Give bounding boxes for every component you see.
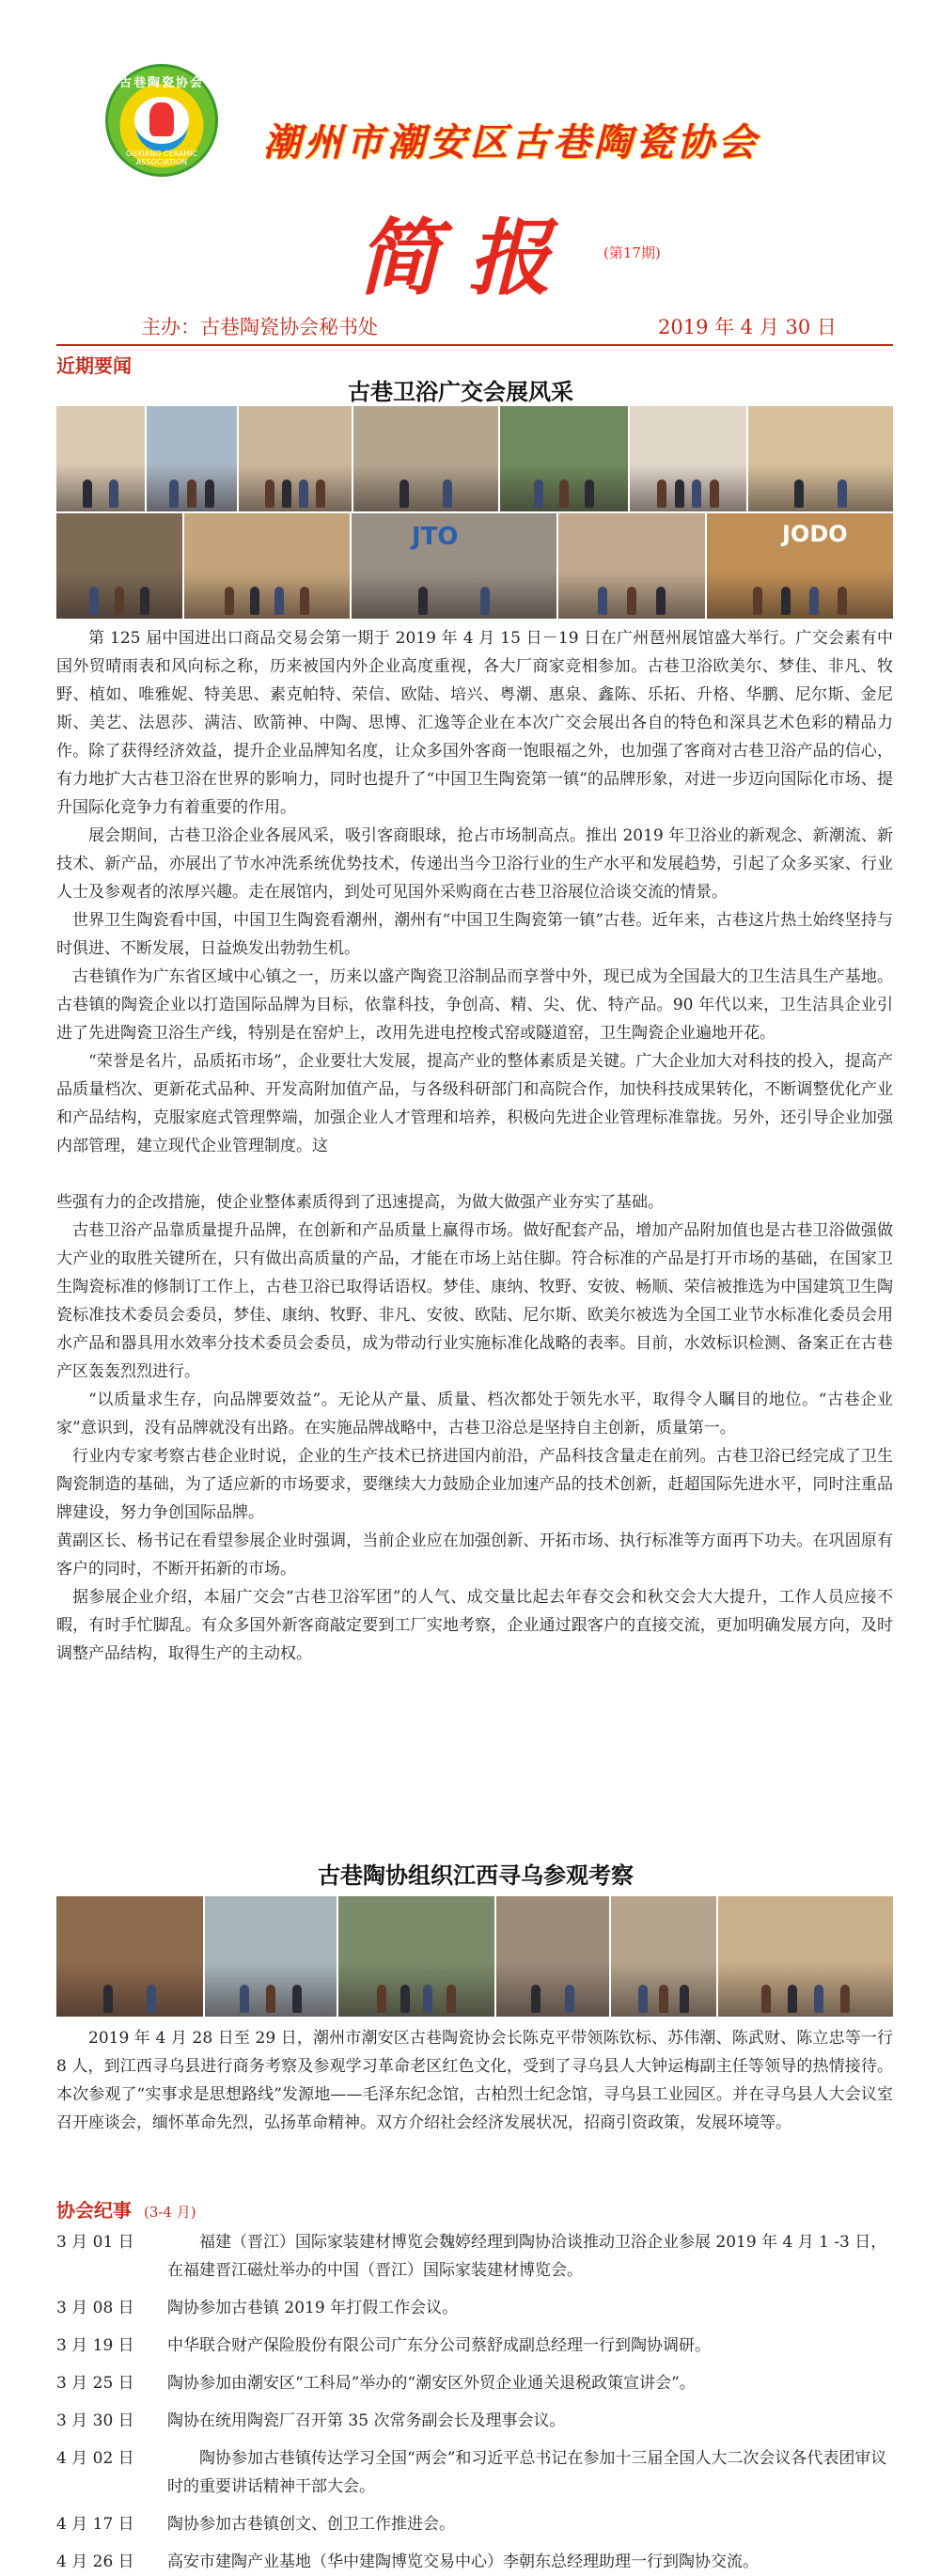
issue-date: 2019 年 4 月 30 日 (658, 316, 837, 338)
section-label-news: 近期要闻 (56, 354, 132, 377)
person-figure (140, 587, 149, 615)
issue-number: (第17期) (603, 244, 661, 261)
person-figure (761, 1985, 771, 2013)
paragraph: 黄副区长、杨书记在看望参展企业时强调，当前企业应在加强创新、开拓市场、执行标准等方面再下功夫。在巩固原有客户的同时，不断开拓新的市场。 (56, 1531, 893, 1579)
person-figure (659, 1985, 668, 2013)
event-desc: 中华联合财产保险股份有限公司广东分公司蔡舒成副总经理一行到陶协调研。 (167, 2336, 711, 2355)
collage-photo (630, 406, 746, 511)
collage-photo (56, 1896, 203, 2017)
person-figure (115, 587, 124, 615)
person-figure (675, 479, 684, 508)
person-figure (300, 587, 309, 615)
paragraph: 第 125 届中国进出口商品交易会第一期于 2019 年 4 月 15 日－19 日在广州琶州展馆盛大举行。广交会素有中国外贸晴雨表和风向标之称，历来被国内外企业高度重视，各大厂商家竞相参加。古巷卫浴欧美尔、梦佳、非凡、牧野、植如、唯雅妮、特美思、素克帕特、荣信、欧陆、培兴、粤潮、惠泉、鑫陈、乐拓、升格、华鹏、尼尔斯、金尼斯、美艺、法恩莎、满洁、欧箭神、中陶、思博、汇逸等企业在本次广交会展出各自的特色和深具艺术色彩的精品力作。除了获得经济效益，提升企业品牌知名度，让众多国外客商一饱眼福之外，也加强了客商对古巷卫浴产品的信心，有力地扩大古巷卫浴在世界的影响力，同时也提升了“中国卫生陶瓷第一镇”的品牌形象，对进一步迈向国际化市场、提升国际化竞争力有着重要的作用。 (56, 629, 893, 817)
person-figure (418, 587, 428, 615)
person-figure (187, 479, 196, 508)
person-figure (838, 587, 847, 615)
person-figure (692, 479, 701, 508)
logo-text-bottom: GUXIANG CERAMIC ASSOCIATION (125, 149, 198, 166)
person-figure (169, 479, 179, 508)
person-figure (788, 1985, 797, 2013)
article-title-canton-fair: 古巷卫浴广交会展风采 (348, 378, 573, 405)
person-figure (753, 587, 762, 615)
paragraph: 古巷镇作为广东省区域中心镇之一，历来以盛产陶瓷卫浴制品而享誉中外，现已成为全国最大的卫生洁具生产基地。古巷镇的陶瓷企业以打造国际品牌为目标，依靠科技，争创高、精、尖、优、特产品。90 年代以来，卫生洁具企业引进了先进陶瓷卫浴生产线，特别是在窑炉上，改用先进电控梭式窑或隧道窑，卫生陶瓷企业遍地开花。 (56, 967, 893, 1043)
organization-title: 潮州市潮安区古巷陶瓷协会 (263, 121, 760, 165)
person-figure (266, 1985, 275, 2013)
collage-photo (500, 406, 628, 511)
person-figure (598, 587, 607, 615)
person-figure (109, 479, 118, 508)
person-figure (794, 479, 804, 508)
person-figure (89, 587, 99, 615)
person-figure (205, 479, 214, 508)
person-figure (240, 1985, 249, 2013)
association-logo (105, 64, 218, 177)
collage-photo (718, 1896, 893, 2017)
person-figure (83, 479, 92, 508)
event-date: 3 月 25 日 (56, 2374, 134, 2393)
collage-photo (56, 406, 145, 511)
collage-photo (56, 513, 182, 619)
events-range: (3-4 月) (143, 2204, 196, 2221)
collage-photo (558, 513, 705, 619)
paragraph: 古巷卫浴产品靠质量提升品牌，在创新和产品质量上赢得市场。做好配套产品，增加产品附加值也是古巷卫浴做强做大产业的取胜关键所在，只有做出高质量的产品，才能在市场上站住脚。符合标准的产品是打开市场的基础，在国家卫生陶瓷标准的修制订工作上，古巷卫浴已取得话语权。梦佳、康纳、牧野、安彼、畅顺、荣信被推选为中国建筑卫生陶瓷标准技术委员会委员，梦佳、康纳、牧野、非凡、安彼、欧陆、尼尔斯、欧美尔被选为全国工业节水标准化委员会用水产品和器具用水效率分技术委员会委员，成为带动行业实施标准化战略的表率。目前，水效标识检测、备案正在古巷产区轰轰烈烈进行。 (56, 1221, 893, 1381)
person-figure (814, 1985, 823, 2013)
collage-photo (338, 1896, 494, 2017)
jiangxi-visit-photo-collage (56, 1896, 893, 2017)
person-figure (531, 1985, 540, 2013)
booth-sign-jodo: JODO (782, 521, 848, 547)
paragraph: 行业内专家考察古巷企业时说，企业的生产技术已挤进国内前沿，产品科技含量走在前列。古巷卫浴已经完成了卫生陶瓷制造的基础，为了适应新的市场要求，要继续大力鼓励企业加速产品的技术创新，赶超国际先进水平，同时注重品牌建设，努力争创国际品牌。 (56, 1447, 893, 1522)
paragraph: 世界卫生陶瓷看中国，中国卫生陶瓷看潮州，潮州有“中国卫生陶瓷第一镇”古巷。近年来，古巷这片热土始终坚持与时俱进、不断发展，日益焕发出勃勃生机。 (56, 911, 893, 958)
person-figure (838, 479, 847, 508)
paragraph: 据参展企业介绍，本届广交会“古巷卫浴军团”的人气、成交量比起去年春交会和秋交会大大提升，工作人员应接不暇，有时手忙脚乱。有众多国外新客商敲定要到工厂实地考察，企业通过跟客户的直接交流，更加明确发展方向，及时调整产品结构，取得生产的主动权。 (56, 1588, 893, 1663)
person-figure (627, 587, 636, 615)
person-figure (147, 1985, 156, 2013)
event-date: 3 月 08 日 (56, 2299, 134, 2317)
logo-figure-icon (149, 102, 174, 136)
article-body-canton-fair (56, 624, 893, 1668)
person-figure (423, 1985, 432, 2013)
person-figure (443, 479, 452, 508)
person-figure (250, 587, 259, 615)
event-desc: 陶协在统用陶瓷厂召开第 35 次常务副会长及理事会议。 (167, 2411, 566, 2430)
event-date: 3 月 19 日 (56, 2336, 134, 2355)
event-desc: 陶协参加古巷镇 2019 年打假工作会议。 (167, 2299, 459, 2317)
event-desc: 高安市建陶产业基地（华中建陶博览交易中心）李朝东总经理助理一行到陶协交流。 (167, 2552, 759, 2571)
event-date: 3 月 30 日 (56, 2411, 134, 2430)
person-figure (446, 1985, 456, 2013)
collage-photo (147, 406, 237, 511)
person-figure (265, 479, 274, 508)
person-figure (809, 587, 819, 615)
event-desc: 福建（晋江）国际家装建材博览会魏婷经理到陶协洽谈推动卫浴企业参展 2019 年 4 月 1 -3 日，在福建晋江磁灶举办的中国（晋江）国际家装建材博览会。 (167, 2233, 887, 2280)
event-desc: 陶协参加古巷镇传达学习全国“两会”和习近平总书记在参加十三届全国人大二次会议各代表团审议时的重要讲话精神干部大会。 (167, 2449, 887, 2496)
person-figure (316, 479, 325, 508)
header-divider (56, 344, 893, 346)
paragraph: 2019 年 4 月 28 日至 29 日，潮州市潮安区古巷陶瓷协会长陈克平带领陈钦标、苏伟潮、陈武财、陈立忠等一行 8 人，到江西寻乌县进行商务考察及参观学习革命老区红色文化，受到了寻乌县人大钟运梅副主任等领导的热情接待。本次参观了“实事求是思想路线”发源地——毛泽东纪念馆，古柏烈士纪念馆，寻乌县工业园区。并在寻乌县人大会议室召开座谈会，缅怀革命先烈，弘扬革命精神。双方介绍社会经济发展状况，招商引资政策，发展环境等。 (56, 2029, 893, 2132)
paragraph: 些强有力的企改措施，使企业整体素质得到了迅速提高，为做大做强产业夯实了基础。 (56, 1193, 664, 1212)
person-figure (680, 1985, 689, 2013)
paragraph: “以质量求生存，向品牌要效益”。无论从产量、质量、档次都处于领先水平，取得令人瞩目的地位。“古巷企业家”意识到，没有品牌就没有出路。在实施品牌战略中，古巷卫浴总是坚持自主创新，质量第一。 (56, 1390, 893, 1437)
person-figure (710, 479, 719, 508)
canton-fair-photo-collage (56, 406, 893, 619)
person-figure (299, 479, 308, 508)
person-figure (377, 1985, 386, 2013)
paragraph: “荣誉是名片，品质拓市场”，企业要壮大发展，提高产业的整体素质是关键。广大企业加大对科技的投入，提高产品质量档次、更新花式品种、开发高附加值产品，与各级科研部门和高院合作，加快科技成果转化，不断调整优化产业和产品结构，克服家庭式管理弊端，加强企业人才管理和培养，积极向先进企业管理标准靠拢。另外，还引导企业加强内部管理，建立现代企业管理制度。这 (56, 1052, 893, 1155)
collage-photo (496, 1896, 609, 2017)
person-figure (282, 479, 291, 508)
collage-photo (748, 406, 893, 511)
article-body-jiangxi-visit (56, 2024, 893, 2137)
person-figure (638, 1985, 648, 2013)
person-figure (103, 1985, 113, 2013)
collage-photo (353, 406, 498, 511)
event-date: 4 月 17 日 (56, 2515, 134, 2534)
collage-photo (707, 513, 893, 619)
collage-photo (352, 513, 556, 619)
paragraph: 展会期间，古巷卫浴企业各展风采，吸引客商眼球，抢占市场制高点。推出 2019 年卫浴业的新观念、新潮流、新技术、新产品，亦展出了节水冲洗系统优势技术，传递出当今卫浴行业的生产水平和发展趋势，引起了众多买家、行业人士及参观者的浓厚兴趣。走在展馆内，到处可见国外采购商在古巷卫浴展位洽谈交流的情景。 (56, 826, 893, 902)
event-desc: 陶协参加由潮安区“工科局”举办的“潮安区外贸企业通关退税政策宣讲会”。 (167, 2374, 696, 2393)
person-figure (656, 587, 666, 615)
logo-text-top: 古巷陶瓷协会 (118, 76, 204, 90)
person-figure (565, 1985, 574, 2013)
person-figure (781, 587, 791, 615)
booth-sign-jto: JTO (412, 523, 459, 551)
bulletin-title: 简报 (357, 210, 580, 306)
person-figure (274, 587, 284, 615)
event-date: 4 月 02 日 (56, 2449, 134, 2468)
person-figure (225, 587, 234, 615)
person-figure (585, 479, 594, 508)
person-figure (657, 479, 666, 508)
event-desc: 陶协参加古巷镇创文、创卫工作推进会。 (167, 2515, 455, 2534)
person-figure (840, 1985, 850, 2013)
person-figure (400, 479, 409, 508)
section-label-events (56, 2195, 196, 2223)
person-figure (292, 1985, 302, 2013)
collage-photo (239, 406, 352, 511)
event-date: 4 月 26 日 (56, 2552, 134, 2571)
collage-photo (184, 513, 350, 619)
person-figure (480, 587, 490, 615)
person-figure (400, 1985, 410, 2013)
person-figure (534, 479, 543, 508)
article-title-jiangxi-visit: 古巷陶协组织江西寻乌参观考察 (318, 1861, 634, 1889)
collage-photo (205, 1896, 337, 2017)
sponsor-line: 主办：古巷陶瓷协会秘书处 (141, 316, 378, 338)
collage-photo (611, 1896, 716, 2017)
person-figure (559, 479, 569, 508)
event-date: 3 月 01 日 (56, 2233, 134, 2252)
events-title: 协会纪事 (56, 2199, 132, 2222)
